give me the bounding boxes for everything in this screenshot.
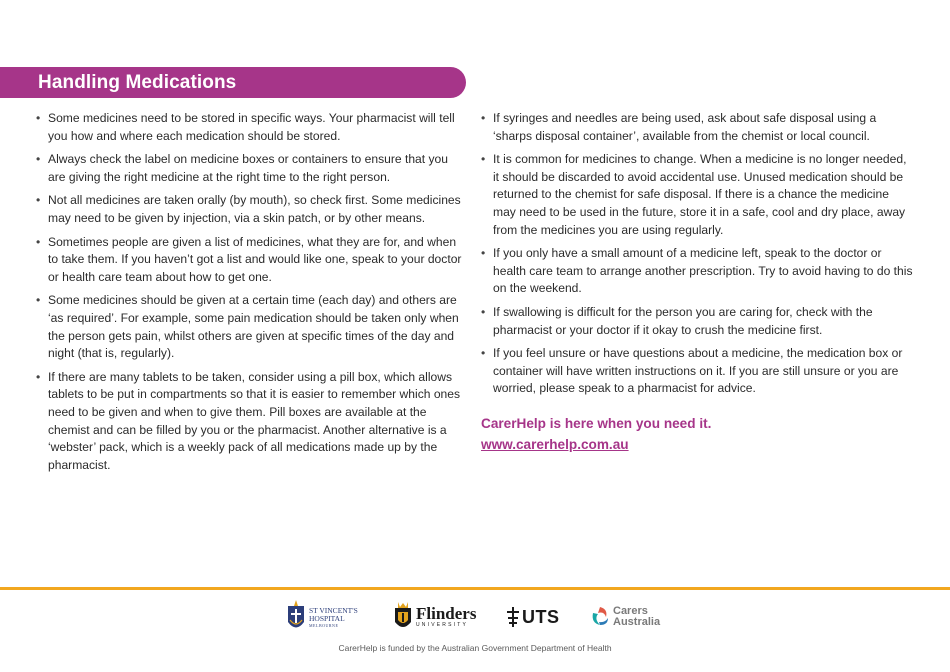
list-item: • Always check the label on medicine boxes or containers to ensure that you are giving the right medicine at the right time to the right person. bbox=[36, 151, 468, 186]
funding-note: CarerHelp is funded by the Australian Government Department of Health bbox=[338, 643, 612, 653]
flinders-wordmark: Flinders UNIVERSITY bbox=[416, 604, 477, 628]
st-vincents-wordmark: ST VINCENT'S HOSPITAL MELBOURNE bbox=[309, 605, 358, 628]
list-item: • If syringes and needles are being used, ask about safe disposal using a ‘sharps disposal container’, available from the chemist or local council. bbox=[481, 110, 913, 145]
flinders-logo bbox=[394, 600, 476, 634]
carers-australia-logo bbox=[590, 600, 660, 634]
call-to-action bbox=[481, 413, 913, 455]
list-item: • If you feel unsure or have questions about a medicine, the medication box or container will have written instructions on it. If you are still unsure or you are worried, please speak to a pharmacist for advice. bbox=[481, 345, 913, 398]
website-link[interactable]: www.carerhelp.com.au bbox=[481, 436, 629, 452]
left-column bbox=[36, 110, 468, 480]
st-vincents-emblem-icon bbox=[286, 600, 306, 634]
list-item: • Some medicines need to be stored in specific ways. Your pharmacist will tell you how and where each medication should be stored. bbox=[36, 110, 468, 145]
st-vincents-logo bbox=[286, 600, 358, 634]
partner-logos bbox=[0, 600, 950, 636]
cta-tagline: CarerHelp is here when you need it. bbox=[481, 415, 712, 431]
uts-logo bbox=[507, 600, 560, 634]
carers-australia-swirl-icon bbox=[590, 605, 610, 629]
right-column bbox=[481, 110, 913, 455]
page-title: Handling Medications bbox=[38, 72, 237, 93]
list-item: • If swallowing is difficult for the person you are caring for, check with the pharmacist or your doctor if it okay to crush the medicine first. bbox=[481, 304, 913, 339]
right-bullet-list bbox=[481, 110, 913, 398]
list-item: • If you only have a small amount of a medicine left, speak to the doctor or health care team to arrange another prescription. Try to avoid having to do this on the weekend. bbox=[481, 245, 913, 298]
flinders-crest-icon bbox=[394, 602, 412, 632]
section-header-bar bbox=[0, 67, 466, 98]
footer-divider bbox=[0, 587, 950, 590]
carers-australia-wordmark: Carers Australia bbox=[613, 605, 661, 628]
list-item: • If there are many tablets to be taken, consider using a pill box, which allows tablets to be put in compartments so that it is easier to remember which ones need to be given and when to give them. Pill boxes are available at the chemist and can be filled by you or the pharmacist. Another alternative is a ‘webster’ pack, which is a weekly pack of all medications made up by the pharmacist. bbox=[36, 369, 468, 475]
list-item: • It is common for medicines to change. When a medicine is no longer needed, it should be discarded to avoid accidental use. Unused medication should be returned to the chemist for safe disposal. If there is a chance the medicine may need to be used in the future, store it in a safe, cool and dry place, away from the medicines you are using regularly. bbox=[481, 151, 913, 239]
list-item: • Sometimes people are given a list of medicines, what they are for, and when to take them. If you haven’t got a list and would like one, speak to your doctor or health care team about how to get one. bbox=[36, 234, 468, 287]
left-bullet-list bbox=[36, 110, 468, 474]
uts-mark-icon bbox=[507, 607, 519, 627]
uts-wordmark: UTS bbox=[522, 606, 560, 627]
list-item: • Not all medicines are taken orally (by mouth), so check first. Some medicines may need to be given by injection, via a skin patch, or by other means. bbox=[36, 192, 468, 227]
list-item: • Some medicines should be given at a certain time (each day) and others are ‘as required’. For example, some pain medication should be taken only when the person gets pain, whilst others are given at specific times of the day and night (that is, regularly). bbox=[36, 292, 468, 362]
